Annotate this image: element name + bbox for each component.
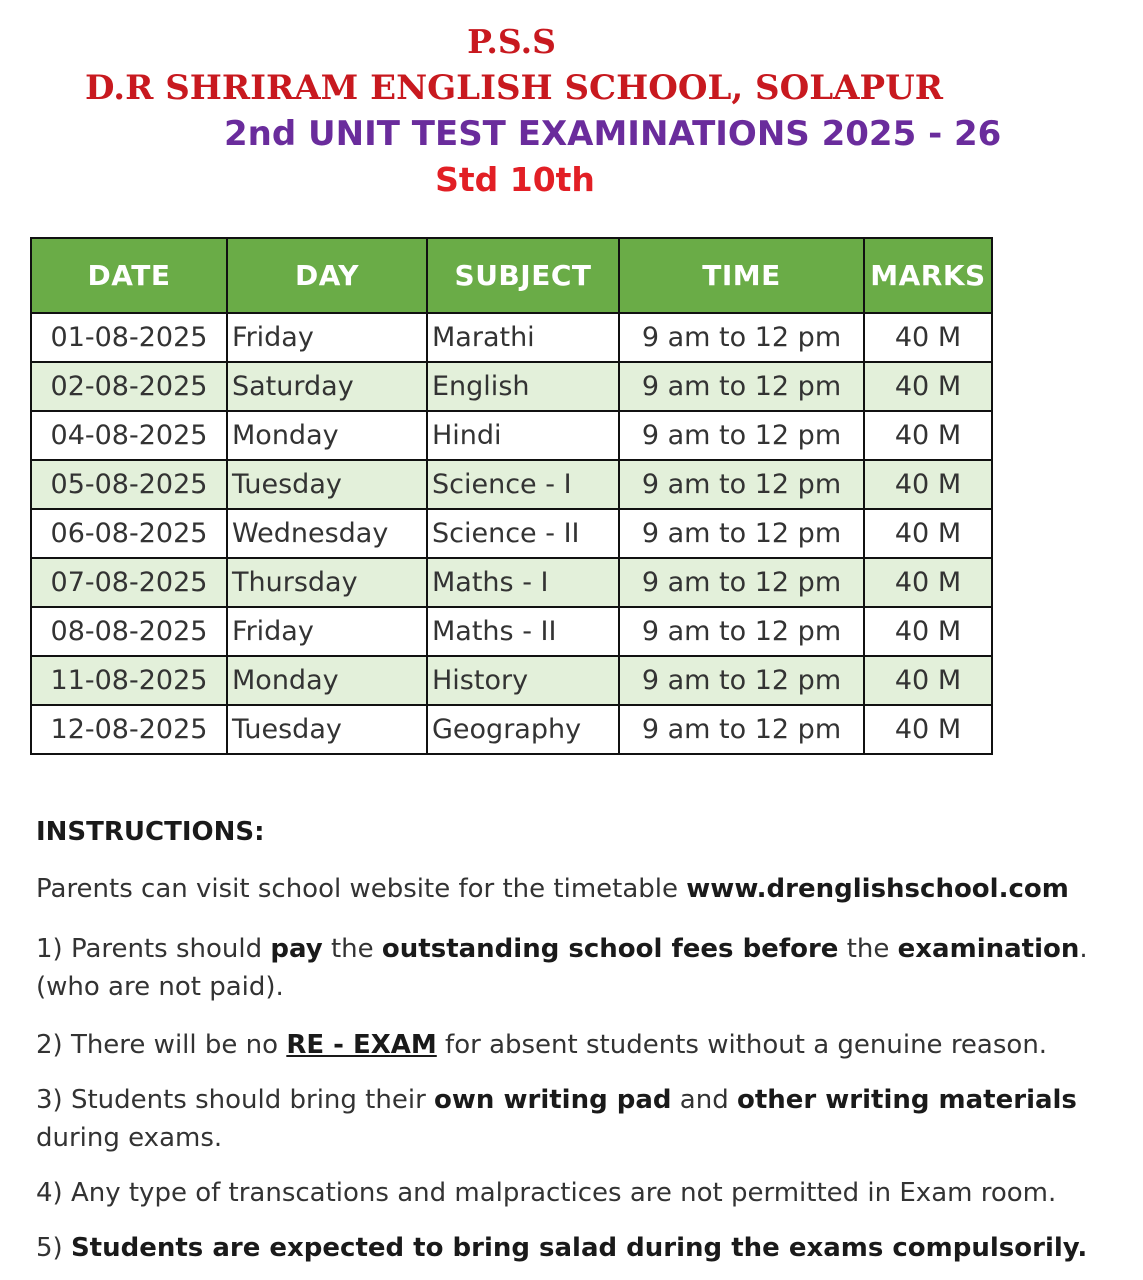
header-marks: MARKS [864,238,992,313]
instr1-bold-fees: outstanding school fees before [381,934,839,964]
cell-subject: Maths - I [427,558,619,607]
school-name: D.R SHRIRAM ENGLISH SCHOOL, SOLAPUR [85,68,943,108]
cell-marks: 40 M [864,558,992,607]
instr1-text: 1) Parents should [36,934,271,964]
table-row [31,362,992,411]
cell-time: 9 am to 12 pm [619,313,864,362]
cell-day: Monday [227,656,427,705]
cell-subject: Marathi [427,313,619,362]
cell-time: 9 am to 12 pm [619,656,864,705]
table-header-row [31,238,992,313]
cell-marks: 40 M [864,607,992,656]
cell-day: Saturday [227,362,427,411]
header-date: DATE [31,238,227,313]
table-row [31,705,992,754]
instr2-text: 2) There will be no [36,1030,287,1060]
instr1-text: . [1079,934,1088,964]
table-row [31,411,992,460]
instruction-intro [36,870,1136,908]
instruction-2 [36,1026,1136,1064]
instr2-text: for absent students without a genuine reason. [436,1030,1048,1060]
cell-date: 02-08-2025 [31,362,227,411]
cell-day: Monday [227,411,427,460]
instr5-number: 5) [36,1233,71,1263]
cell-marks: 40 M [864,411,992,460]
cell-marks: 40 M [864,460,992,509]
instr3-text: 3) Students should bring their [36,1085,435,1115]
header-day: DAY [227,238,427,313]
instr1-text: the [322,934,382,964]
cell-day: Friday [227,607,427,656]
table-row [31,656,992,705]
exam-title: 2nd UNIT TEST EXAMINATIONS 2025 - 26 [224,114,1002,154]
instr1-text: the [838,934,898,964]
cell-date: 05-08-2025 [31,460,227,509]
instr5-bold-text: Students are expected to bring salad during the exams compulsorily. [70,1233,1088,1263]
cell-time: 9 am to 12 pm [619,411,864,460]
instr1-note: (who are not paid). [36,972,284,1002]
instr1-bold-exam: examination [897,934,1080,964]
cell-day: Thursday [227,558,427,607]
cell-time: 9 am to 12 pm [619,558,864,607]
cell-time: 9 am to 12 pm [619,362,864,411]
cell-date: 07-08-2025 [31,558,227,607]
cell-time: 9 am to 12 pm [619,460,864,509]
instruction-1 [36,930,1136,1006]
cell-marks: 40 M [864,509,992,558]
cell-subject: English [427,362,619,411]
instruction-4: 4) Any type of transcations and malpractices are not permitted in Exam room. [36,1178,1057,1208]
cell-time: 9 am to 12 pm [619,509,864,558]
cell-marks: 40 M [864,313,992,362]
table-row [31,460,992,509]
cell-day: Friday [227,313,427,362]
cell-subject: History [427,656,619,705]
website-link[interactable]: www.drenglishschool.com [686,874,1069,904]
cell-marks: 40 M [864,362,992,411]
instr3-bold-pad: own writing pad [434,1085,672,1115]
instr3-bold-materials: other writing materials [736,1085,1077,1115]
instr3-text: during exams. [36,1123,223,1153]
header-subject: SUBJECT [427,238,619,313]
instr3-text: and [671,1085,737,1115]
cell-date: 06-08-2025 [31,509,227,558]
table-row [31,313,992,362]
cell-day: Tuesday [227,705,427,754]
instruction-5 [36,1229,1136,1267]
cell-marks: 40 M [864,705,992,754]
header-time: TIME [619,238,864,313]
cell-subject: Hindi [427,411,619,460]
table-row [31,607,992,656]
instr2-bold-reexam: RE - EXAM [286,1030,437,1060]
exam-timetable [30,237,993,755]
cell-date: 08-08-2025 [31,607,227,656]
instructions-title: INSTRUCTIONS: [36,817,265,847]
intro-text: Parents can visit school website for the timetable [36,874,687,904]
table-row [31,509,992,558]
cell-day: Tuesday [227,460,427,509]
cell-time: 9 am to 12 pm [619,607,864,656]
cell-date: 12-08-2025 [31,705,227,754]
instruction-3 [36,1081,1136,1157]
cell-date: 01-08-2025 [31,313,227,362]
cell-day: Wednesday [227,509,427,558]
cell-subject: Science - I [427,460,619,509]
cell-subject: Geography [427,705,619,754]
table-row [31,558,992,607]
standard-label: Std 10th [435,160,595,199]
cell-time: 9 am to 12 pm [619,705,864,754]
cell-subject: Maths - II [427,607,619,656]
cell-date: 11-08-2025 [31,656,227,705]
cell-subject: Science - II [427,509,619,558]
cell-date: 04-08-2025 [31,411,227,460]
cell-marks: 40 M [864,656,992,705]
org-name: P.S.S [467,22,556,61]
instr1-bold-pay: pay [270,934,323,964]
